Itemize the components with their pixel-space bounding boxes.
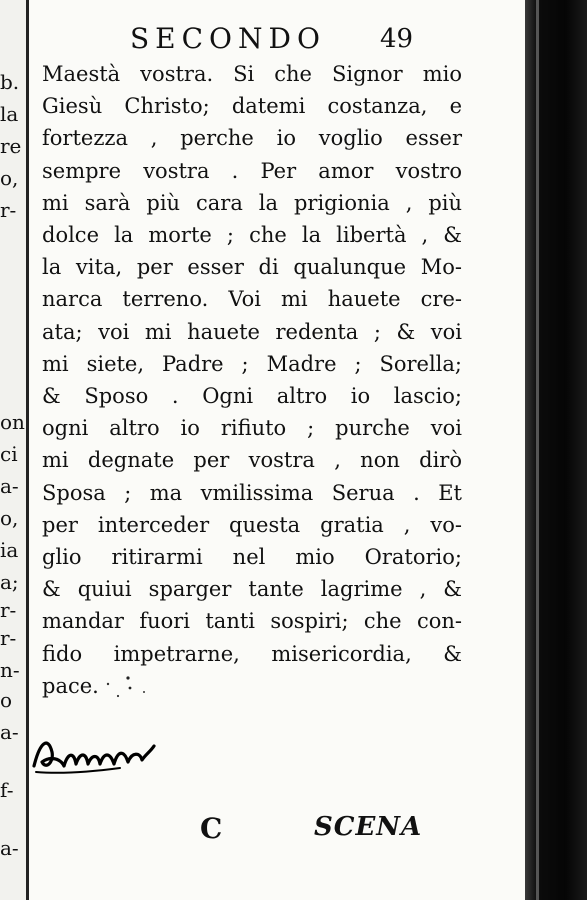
previous-page-fragment: a- bbox=[0, 838, 19, 858]
running-head: SECONDO bbox=[130, 22, 326, 55]
text-line: per interceder questa gratia , vo- bbox=[42, 512, 462, 537]
text-line: Maestà vostra. Si che Signor mio bbox=[42, 62, 462, 86]
text-line: & Sposo . Ogni altro io lascio; bbox=[42, 384, 462, 409]
text-line: Giesù Christo; datemi costanza, e bbox=[42, 94, 462, 119]
previous-page-fragment: ia bbox=[0, 540, 19, 560]
text-line: mi siete, Padre ; Madre ; Sorella; bbox=[42, 351, 462, 376]
previous-page-fragment: ci bbox=[0, 444, 18, 464]
text-line: sempre vostra . Per amor vostro bbox=[42, 158, 462, 183]
previous-page-fragment: a; bbox=[0, 572, 19, 592]
previous-page-fragment: o, bbox=[0, 168, 19, 188]
previous-page-fragment: a- bbox=[0, 476, 19, 496]
binding-edge bbox=[536, 0, 539, 900]
catchword: SCENA bbox=[314, 812, 423, 842]
previous-page-fragment: on bbox=[0, 412, 25, 432]
text-line: fortezza , perche io voglio esser bbox=[42, 126, 462, 151]
text-line: ogni altro io rifiuto ; purche voi bbox=[42, 416, 462, 441]
previous-page-fragment: f- bbox=[0, 780, 14, 800]
previous-page-fragment: a- bbox=[0, 722, 19, 742]
text-line: ata; voi mi hauete redenta ; & voi bbox=[42, 319, 462, 344]
previous-page-fragment: o, bbox=[0, 508, 19, 528]
text-line: la vita, per esser di qualunque Mo- bbox=[42, 255, 462, 280]
previous-page-fragment: o bbox=[0, 690, 13, 710]
previous-page-fragment: r- bbox=[0, 200, 17, 220]
previous-page-fragment: r- bbox=[0, 600, 17, 620]
previous-page-fragment: n- bbox=[0, 660, 20, 680]
text-line: glio ritirarmi nel mio Oratorio; bbox=[42, 545, 462, 570]
text-line: mandar fuori tanti sospiri; che con- bbox=[42, 609, 462, 634]
previous-page-fragment: re bbox=[0, 136, 22, 156]
book-binding bbox=[525, 0, 587, 900]
page-gutter-shadow bbox=[26, 0, 29, 900]
ink-specks bbox=[100, 672, 160, 702]
text-line: dolce la morte ; che la libertà , & bbox=[42, 223, 462, 248]
text-line: narca terreno. Voi mi hauete cre- bbox=[42, 287, 462, 312]
text-line: mi sarà più cara la prigionia , più bbox=[42, 190, 462, 215]
text-line: mi degnate per vostra , non dirò bbox=[42, 448, 462, 473]
previous-page-fragment: b. bbox=[0, 72, 20, 92]
previous-page-fragment: la bbox=[0, 104, 19, 124]
text-line: pace. bbox=[42, 673, 99, 698]
text-line: & quiui sparger tante lagrime , & bbox=[42, 577, 462, 602]
previous-page-fragment: r- bbox=[0, 628, 17, 648]
text-line: fido impetrarne, misericordia, & bbox=[42, 641, 462, 666]
page-number: 49 bbox=[380, 24, 414, 54]
body-text bbox=[42, 58, 462, 702]
text-line: Sposa ; ma vmilissima Serua . Et bbox=[42, 480, 462, 505]
previous-page-edge bbox=[0, 0, 28, 900]
signature-mark: C bbox=[200, 812, 223, 845]
handwritten-signature bbox=[30, 722, 160, 782]
